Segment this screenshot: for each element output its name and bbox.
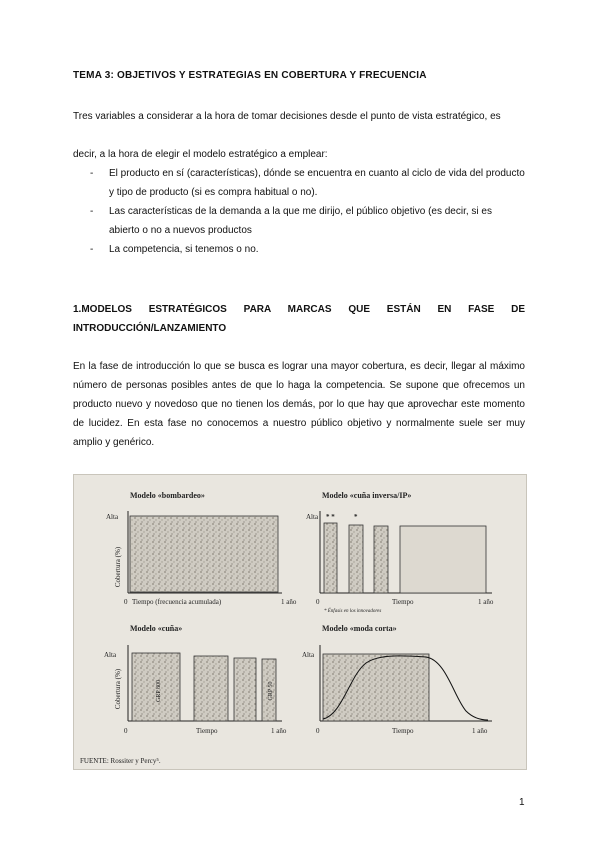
- figure-source: FUENTE: Rossiter y Percy⁵.: [80, 757, 161, 765]
- coverage-block: [130, 516, 278, 592]
- bullet-text: La competencia, si tenemos o no.: [109, 244, 259, 255]
- x-axis-end: 1 año: [271, 727, 287, 735]
- bullet-text: El producto en sí (características), dónde se encuentra en cuanto al ciclo de vida del producto y tipo de producto (si es compra habitual o no).: [109, 168, 525, 198]
- panel-bombardeo: [106, 491, 297, 606]
- y-axis-high: Alta: [302, 651, 315, 659]
- x-axis-label: Tiempo: [392, 727, 414, 735]
- list-item-continuation: [73, 221, 525, 240]
- figure-drawing: [74, 475, 526, 769]
- list-item: - Las características de la demanda a la que me dirijo, el público objetivo (es decir, si es: [90, 206, 492, 217]
- panel-title: Modelo «cuña inversa/IP»: [322, 491, 412, 500]
- page-title: TEMA 3: OBJETIVOS Y ESTRATEGIAS EN COBERTURA Y FRECUENCIA: [73, 70, 427, 81]
- y-axis-high: Alta: [306, 513, 319, 521]
- bullet-list: [73, 164, 525, 259]
- section-body: En la fase de introducción lo que se busca es lograr una mayor cobertura, es decir, llegar al máximo número de personas posibles antes de que lo haga la competencia. Se supone que ofrecemos un producto nuevo y novedoso que no tienen los demás, por lo que hay que aprovechar este momento de lucidez. En esta fase no conocemos a nuestro público objetivo y normalmente suele ser muy amplio y genérico.: [73, 361, 525, 448]
- page-number: 1: [519, 797, 525, 808]
- y-axis-label: Cobertura (%): [114, 546, 122, 588]
- grp-label: GRP 50: [268, 681, 274, 701]
- bullet-text: abierto o no a nuevos productos: [109, 225, 252, 236]
- x-axis-label: Tiempo: [196, 727, 218, 735]
- coverage-bar: [194, 656, 228, 721]
- coverage-bar: [374, 526, 388, 593]
- panel-title: Modelo «moda corta»: [322, 624, 397, 633]
- panel-title: Modelo «bombardeo»: [130, 491, 205, 500]
- emphasis-marks: * *: [326, 513, 335, 521]
- x-axis-start: 0: [124, 727, 128, 735]
- footnote: * Énfasis en los innovadores: [324, 609, 382, 614]
- strategy-models-figure: [73, 474, 527, 770]
- x-axis-start: 0: [124, 598, 128, 606]
- x-axis-label: Tiempo: [392, 598, 414, 606]
- panel-cuna: [104, 624, 287, 735]
- y-axis-high: Alta: [106, 513, 119, 521]
- x-axis-end: 1 año: [472, 727, 488, 735]
- list-item: - El producto en sí (características), dónde se encuentra en cuanto al ciclo de vida del producto y tipo de producto (si es compra habitual o no).: [90, 168, 525, 198]
- x-axis-start: 0: [316, 598, 320, 606]
- x-axis-end: 1 año: [281, 598, 297, 606]
- intro-line-2: decir, a la hora de elegir el modelo estratégico a emplear:: [73, 149, 328, 160]
- coverage-block: [323, 654, 429, 721]
- coverage-bar: [349, 525, 363, 593]
- coverage-bar: [324, 523, 337, 593]
- coverage-bar: [234, 658, 256, 721]
- intro-line-1: Tres variables a considerar a la hora de tomar decisiones desde el punto de vista estratégico, es: [73, 111, 501, 122]
- x-axis-end: 1 año: [478, 598, 494, 606]
- bullet-text: Las características de la demanda a la que me dirijo, el público objetivo (es decir, si es: [109, 206, 492, 217]
- list-item: - La competencia, si tenemos o no.: [90, 244, 259, 255]
- coverage-block: [400, 526, 486, 593]
- x-axis-label: Tiempo (frecuencia acumulada): [132, 598, 222, 606]
- panel-cuna-inversa: [306, 491, 494, 614]
- emphasis-mark: *: [354, 513, 358, 521]
- y-axis-label: Cobertura (%): [114, 668, 122, 710]
- panel-title: Modelo «cuña»: [130, 624, 183, 633]
- x-axis-start: 0: [316, 727, 320, 735]
- y-axis-high: Alta: [104, 651, 117, 659]
- panel-moda-corta: [302, 624, 492, 735]
- grp-label: GRP 800: [156, 680, 162, 702]
- section-heading: 1.MODELOS ESTRATÉGICOS PARA MARCAS QUE ESTÁN EN FASE DE INTRODUCCIÓN/LANZAMIENTO: [73, 304, 525, 334]
